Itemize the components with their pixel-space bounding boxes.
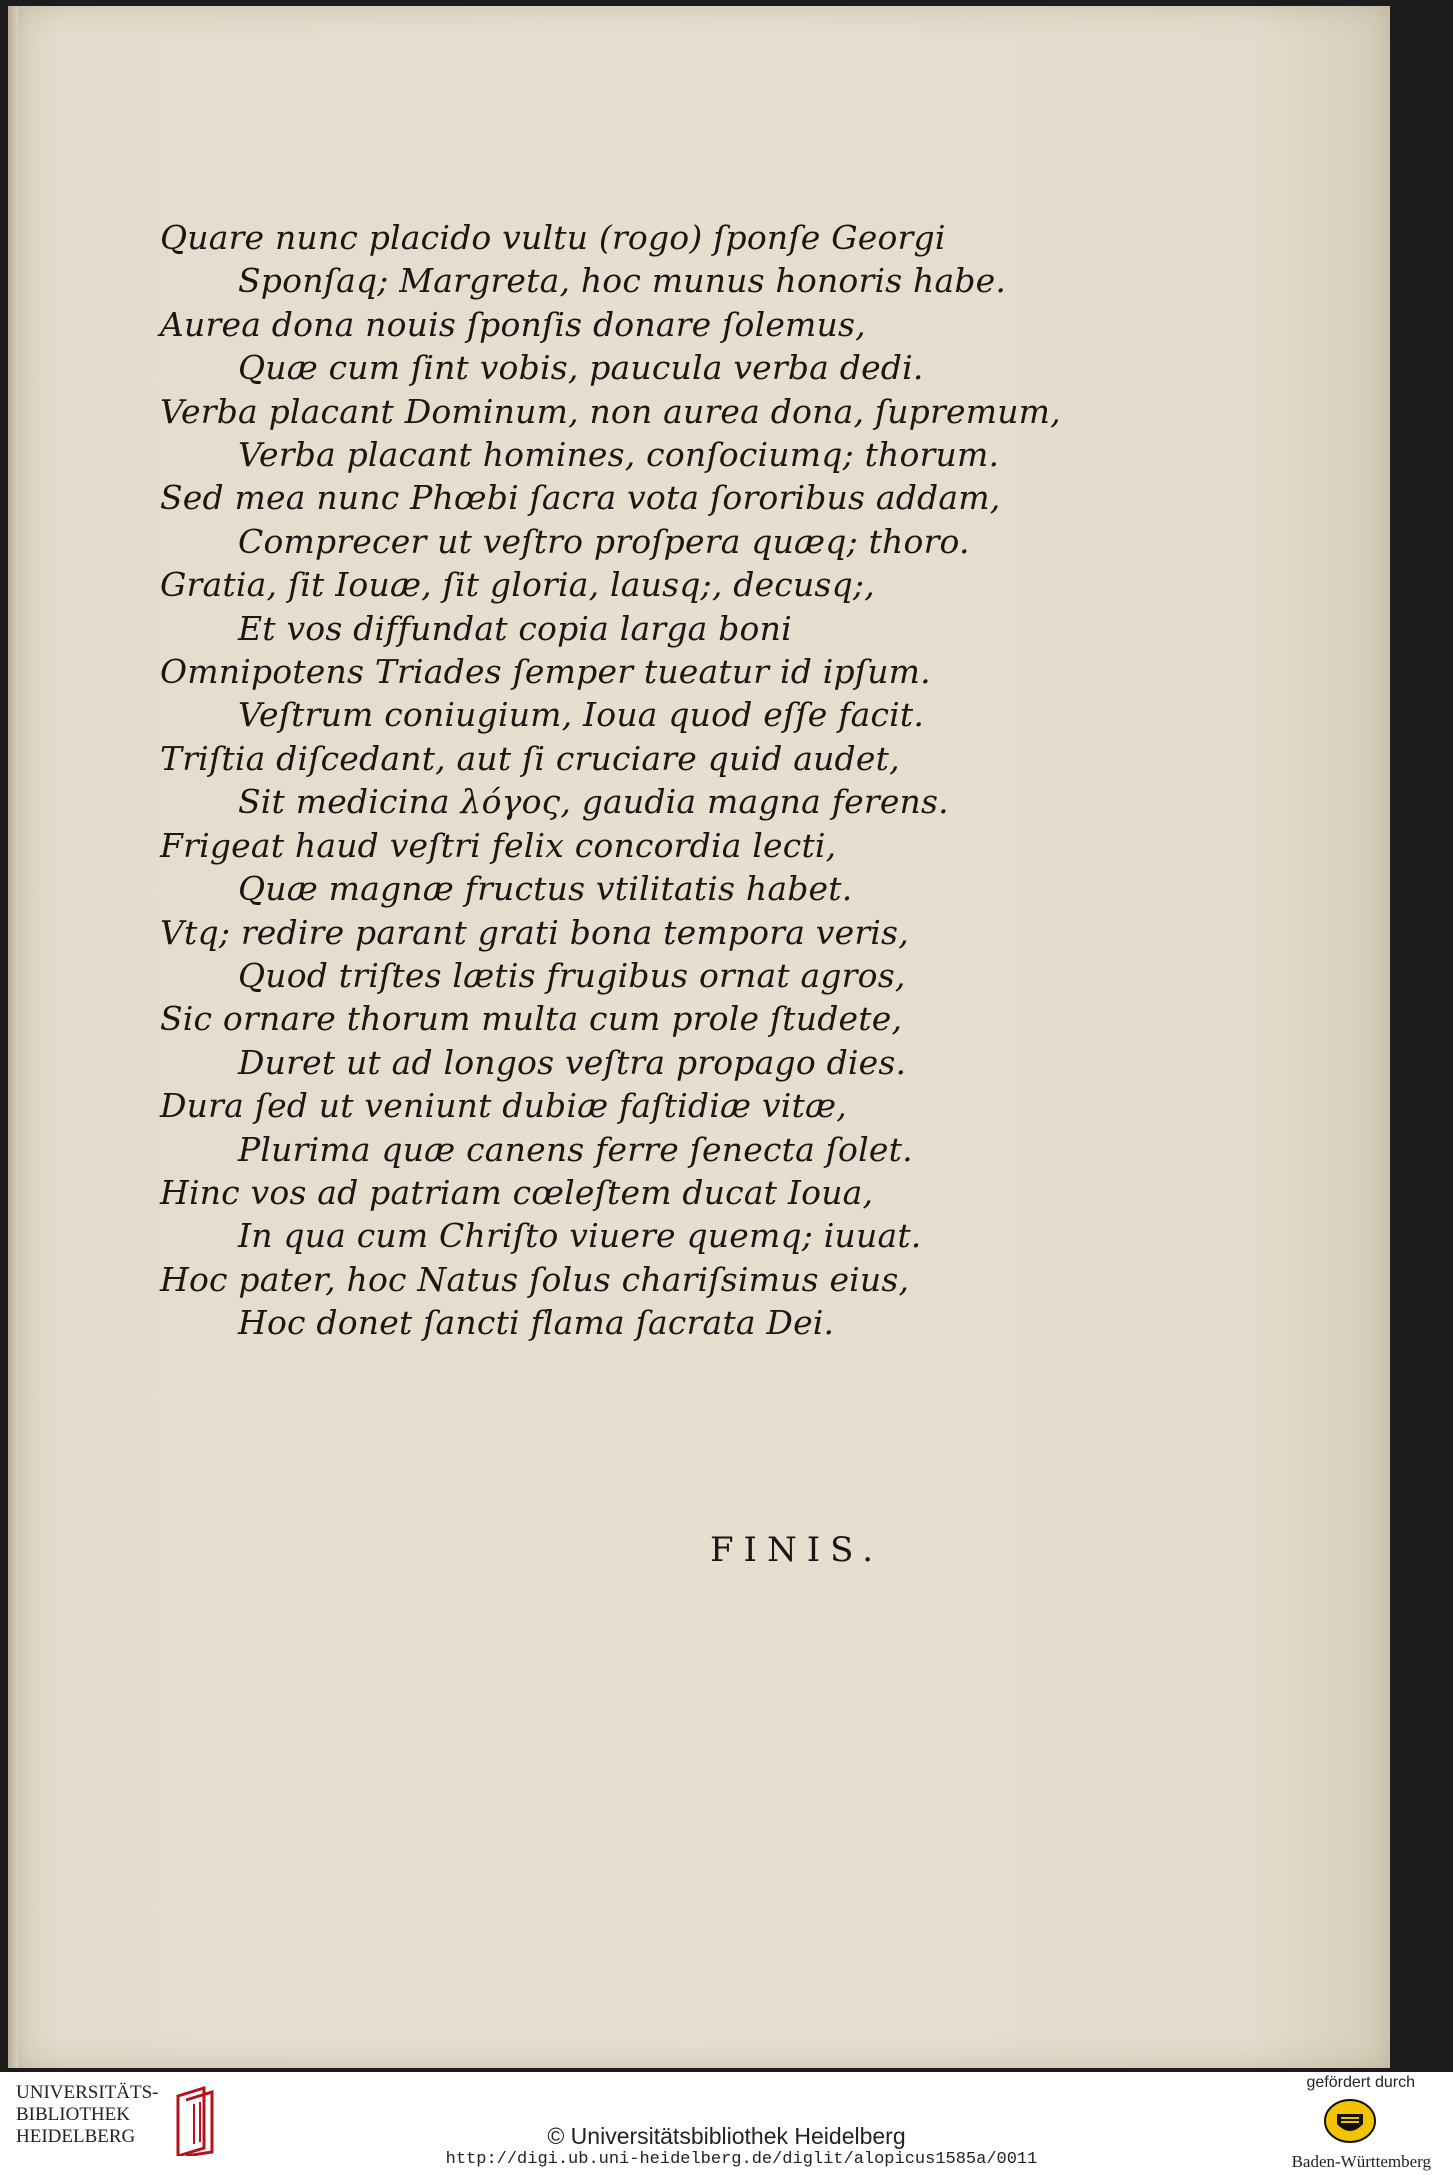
permalink-url[interactable]: http://digi.ub.uni-heidelberg.de/diglit/alopicus1585a/0011 bbox=[445, 2150, 1038, 2169]
library-name-line: BIBLIOTHEK bbox=[16, 2104, 130, 2125]
verse-line: Quæ magnæ fructus vtilitatis habet. bbox=[238, 869, 853, 909]
verse-line: Gratia, ſit Iouæ, ſit gloria, lausq;, decusq;, bbox=[160, 565, 875, 605]
copyright-notice: © Universitätsbibliothek Heidelberg bbox=[547, 2123, 906, 2149]
verse-line: Comprecer ut veſtro proſpera quæq; thoro. bbox=[238, 521, 970, 561]
library-name-line: HEIDELBERG bbox=[16, 2126, 136, 2147]
poem-text bbox=[160, 216, 1060, 1345]
verse-line: Dura ſed ut veniunt dubiæ faſtidiæ vitæ, bbox=[160, 1086, 847, 1126]
verse-line: Triſtia diſcedant, aut ſi cruciare quid audet, bbox=[160, 738, 900, 778]
verse-line: Plurima quæ canens ferre ſenecta ſolet. bbox=[238, 1129, 913, 1169]
verse-line: Verba placant homines, conſociumq; thorum. bbox=[238, 435, 1000, 475]
verse-line: Hoc donet ſancti flama ſacrata Dei. bbox=[238, 1303, 835, 1343]
sponsor-name: Baden-Württemberg bbox=[1291, 2152, 1431, 2171]
verse-line: Sponſaq; Margreta, hoc munus honoris habe. bbox=[238, 261, 1007, 301]
verse-line: Quæ cum ſint vobis, paucula verba dedi. bbox=[238, 348, 924, 388]
verse-line: Sed mea nunc Phœbi ſacra vota ſororibus addam, bbox=[160, 478, 1001, 518]
verse-line: Omnipotens Triades ſemper tueatur id ipſum. bbox=[160, 652, 931, 692]
page-edge bbox=[8, 6, 18, 2068]
sponsor-label: gefördert durch bbox=[1306, 2074, 1415, 2091]
verse-line: Quod triſtes lætis frugibus ornat agros, bbox=[238, 955, 906, 995]
verse-line: Veſtrum coniugium, Ioua quod eſſe facit. bbox=[238, 695, 925, 735]
verse-line: Hinc vos ad patriam cœleſtem ducat Ioua, bbox=[160, 1172, 874, 1212]
verse-line: Vtq; redire parant grati bona tempora veris, bbox=[160, 912, 909, 952]
finis-closing: FINIS. bbox=[709, 1530, 884, 1570]
verse-line: Aurea dona nouis ſponſis donare ſolemus, bbox=[160, 304, 866, 344]
verse-line: Hoc pater, hoc Natus ſolus chariſsimus eius, bbox=[160, 1259, 910, 1299]
verse-line: Verba placant Dominum, non aurea dona, ſupremum, bbox=[160, 391, 1061, 431]
library-name-line: UNIVERSITÄTS- bbox=[16, 2082, 159, 2103]
verse-line: Et vos diffundat copia larga boni bbox=[238, 608, 792, 648]
verse-line: Frigeat haud veſtri felix concordia lecti, bbox=[160, 825, 837, 865]
verse-line: Sic ornare thorum multa cum prole ſtudete, bbox=[160, 999, 903, 1039]
state-crest-icon[interactable] bbox=[1323, 2098, 1377, 2144]
verse-line: Sit medicina λόγος, gaudia magna ferens. bbox=[238, 782, 949, 822]
verse-line: Duret ut ad longos veſtra propago dies. bbox=[238, 1042, 907, 1082]
verse-line: Quare nunc placido vultu (rogo) ſponſe Georgi bbox=[160, 218, 946, 257]
verse-line: In qua cum Chriſto viuere quemq; iuuat. bbox=[238, 1216, 922, 1256]
